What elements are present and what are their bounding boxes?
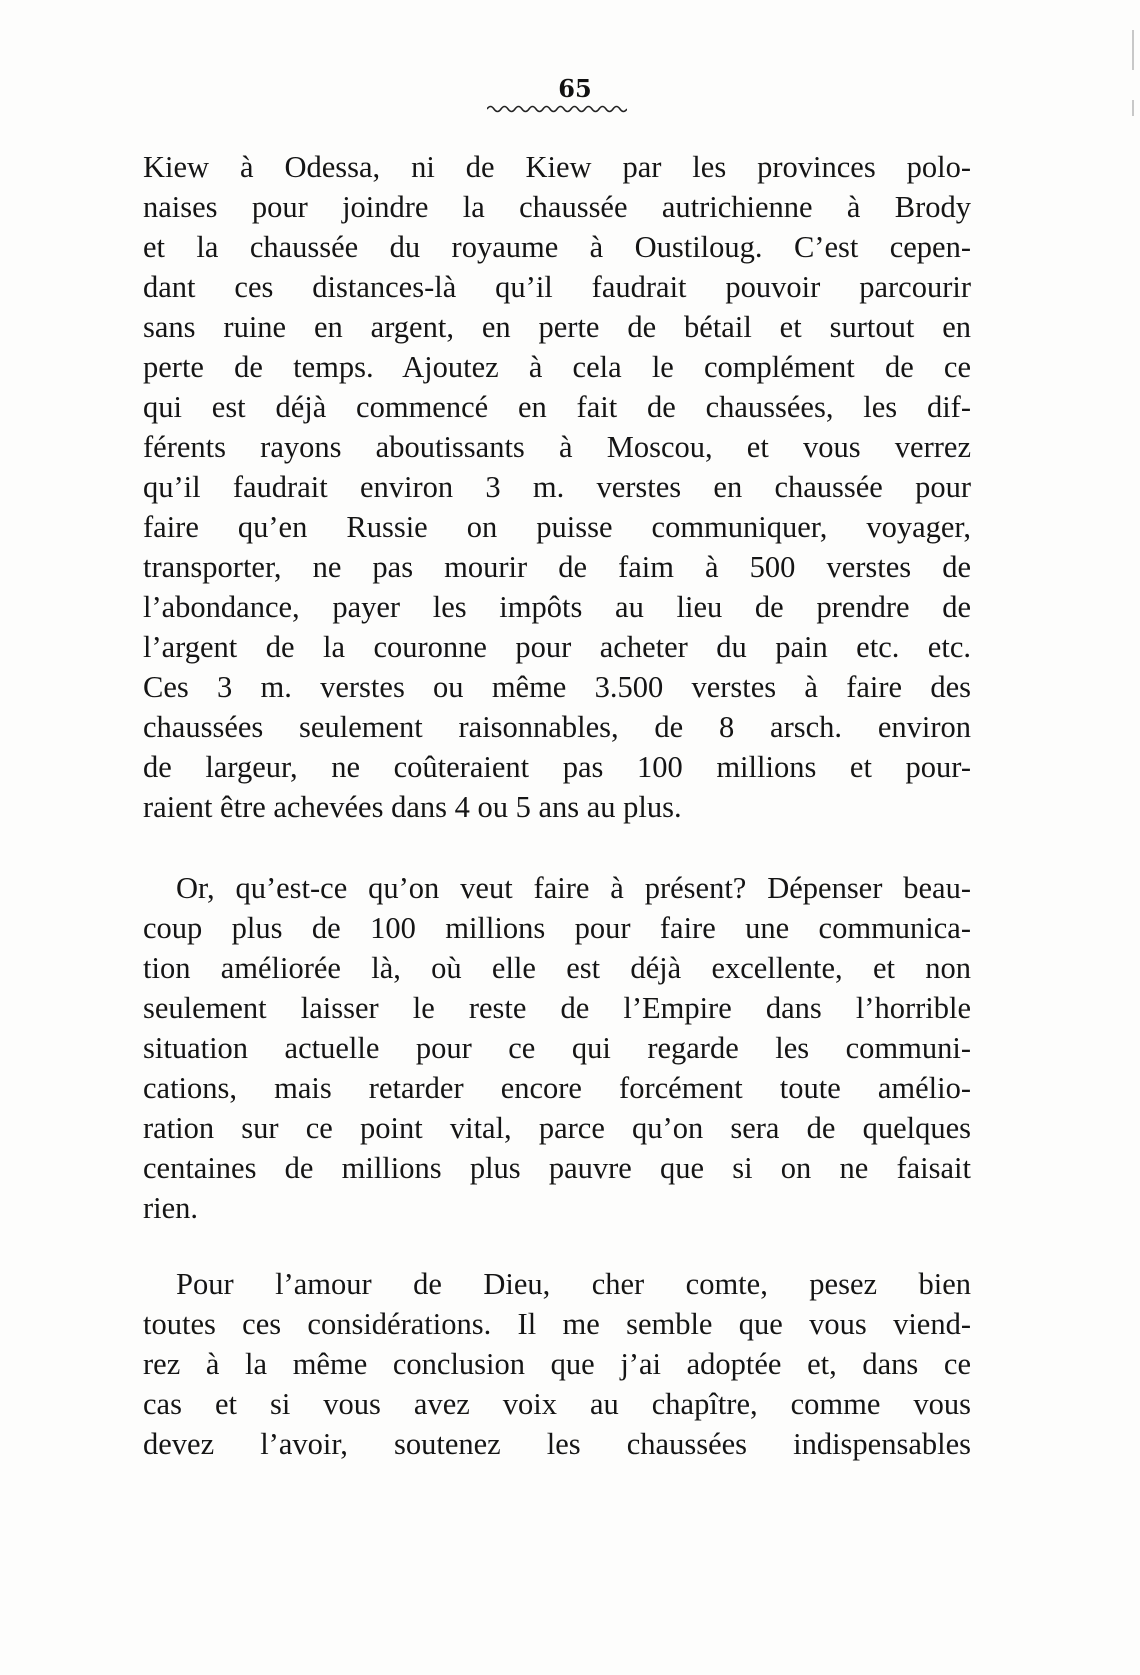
text-line: tion améliorée là, où elle est déjà excellente, et non: [143, 951, 971, 985]
scan-margin-mark: [1132, 30, 1134, 70]
text-line: rien.: [143, 1191, 199, 1225]
paragraph-3: [143, 1264, 971, 1464]
text-line: raient être achevées dans 4 ou 5 ans au plus.: [143, 790, 682, 824]
text-line: coup plus de 100 millions pour faire une communica-: [143, 911, 971, 945]
wavy-rule-ornament: [487, 103, 627, 115]
text-line: qui est déjà commencé en fait de chaussées, les dif-: [143, 390, 971, 424]
text-line: naises pour joindre la chaussée autrichienne à Brody: [143, 190, 971, 224]
scan-margin-mark: [1132, 100, 1134, 116]
text-line: l’argent de la couronne pour acheter du pain etc. etc.: [143, 630, 971, 664]
text-line: Pour l’amour de Dieu, cher comte, pesez bien: [176, 1267, 971, 1301]
text-line: ration sur ce point vital, parce qu’on sera de quelques: [143, 1111, 971, 1145]
text-line: perte de temps. Ajoutez à cela le complément de ce: [143, 350, 971, 384]
paragraph-2: [143, 868, 971, 1228]
text-line: dant ces distances-là qu’il faudrait pouvoir parcourir: [143, 270, 971, 304]
text-line: toutes ces considérations. Il me semble que vous viend-: [143, 1307, 971, 1341]
text-line: férents rayons aboutissants à Moscou, et vous verrez: [143, 430, 971, 464]
text-line: l’abondance, payer les impôts au lieu de prendre de: [143, 590, 971, 624]
text-line: cations, mais retarder encore forcément toute amélio-: [143, 1071, 971, 1105]
text-line: situation actuelle pour ce qui regarde les communi-: [143, 1031, 971, 1065]
text-line: sans ruine en argent, en perte de bétail et surtout en: [143, 310, 971, 344]
text-line: chaussées seulement raisonnables, de 8 arsch. environ: [143, 710, 971, 744]
text-line: cas et si vous avez voix au chapître, comme vous: [143, 1387, 971, 1421]
text-line: faire qu’en Russie on puisse communiquer, voyager,: [143, 510, 971, 544]
page-number: 65: [558, 74, 592, 103]
text-line: Or, qu’est-ce qu’on veut faire à présent? Dépenser beau-: [176, 871, 971, 905]
paragraph-1: [143, 147, 971, 827]
text-line: centaines de millions plus pauvre que si on ne faisait: [143, 1151, 971, 1185]
text-line: et la chaussée du royaume à Oustiloug. C’est cepen-: [143, 230, 971, 264]
text-line: de largeur, ne coûteraient pas 100 millions et pour-: [143, 750, 971, 784]
text-line: Ces 3 m. verstes ou même 3.500 verstes à faire des: [143, 670, 971, 704]
text-line: seulement laisser le reste de l’Empire dans l’horrible: [143, 991, 971, 1025]
text-line: rez à la même conclusion que j’ai adoptée et, dans ce: [143, 1347, 971, 1381]
text-line: Kiew à Odessa, ni de Kiew par les provinces polo-: [143, 150, 971, 184]
text-line: qu’il faudrait environ 3 m. verstes en chaussée pour: [143, 470, 971, 504]
text-line: transporter, ne pas mourir de faim à 500 verstes de: [143, 550, 971, 584]
text-line: devez l’avoir, soutenez les chaussées indispensables: [143, 1427, 971, 1461]
